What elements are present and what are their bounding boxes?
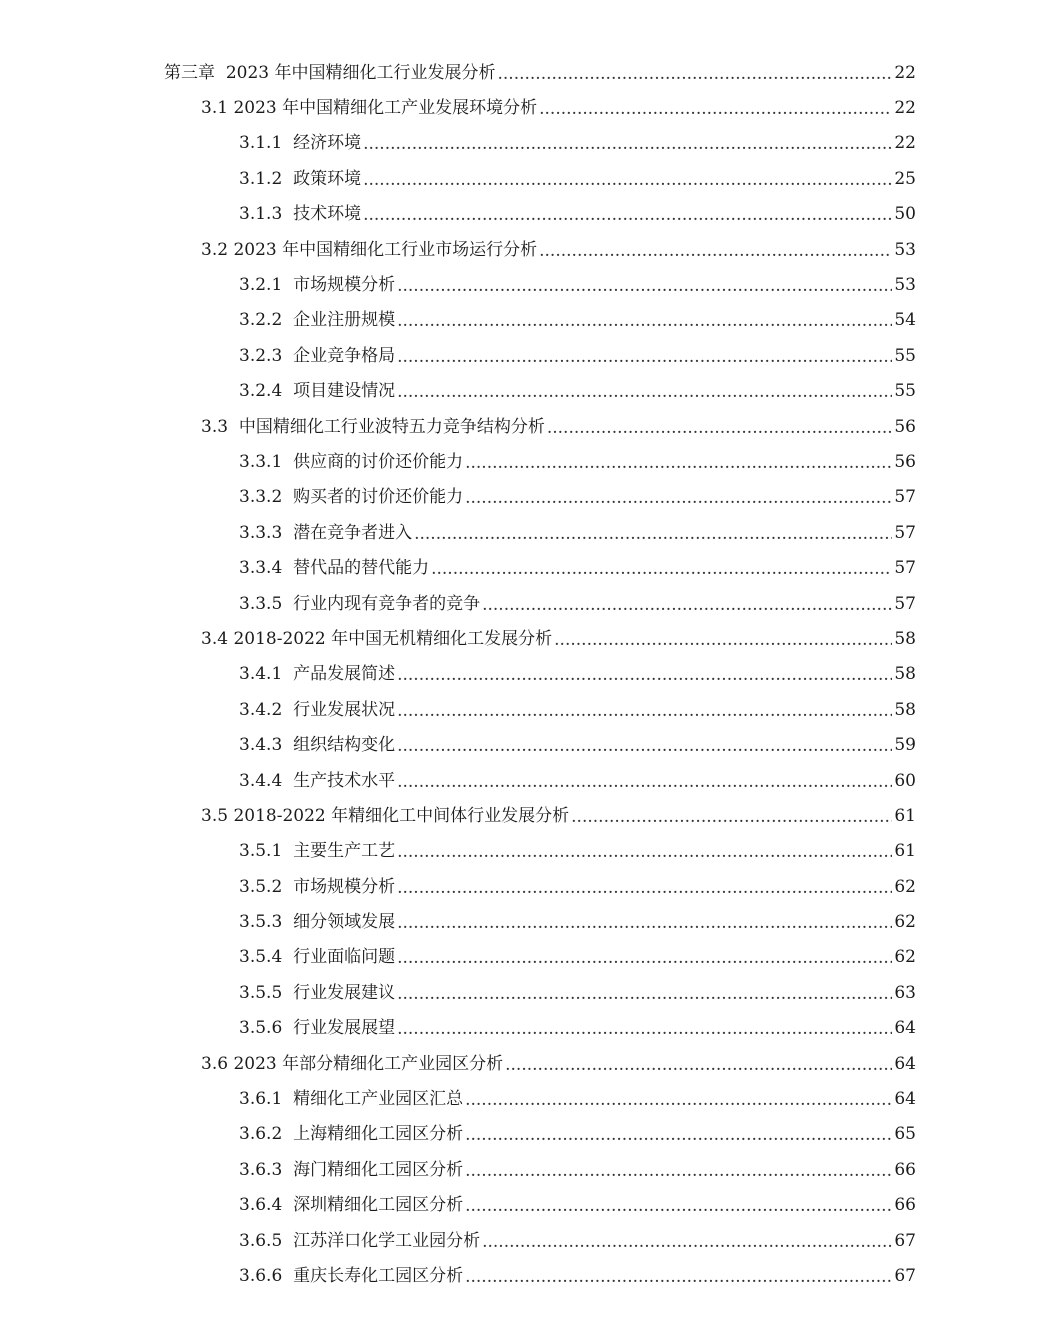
toc-page-number: 62 xyxy=(894,876,916,897)
toc-dot-leader xyxy=(571,807,892,827)
toc-dot-leader xyxy=(539,241,892,261)
toc-entry-number: 3.3.1 xyxy=(239,451,294,472)
toc-entry[interactable] xyxy=(0,727,1051,762)
toc-page-number: 58 xyxy=(894,664,916,685)
toc-entry[interactable] xyxy=(0,515,1051,550)
toc-entry-title: 技术环境 xyxy=(293,204,362,225)
toc-entry[interactable] xyxy=(0,1046,1051,1081)
toc-dot-leader xyxy=(465,1090,892,1110)
toc-dot-leader xyxy=(539,99,892,119)
toc-page-number: 64 xyxy=(894,1053,916,1074)
toc-entry-title: 2023 年中国精细化工行业市场运行分析 xyxy=(233,239,538,260)
toc-page-number: 57 xyxy=(894,487,916,508)
toc-page-number: 57 xyxy=(894,522,916,543)
toc-entry-title: 产品发展简述 xyxy=(293,664,396,685)
toc-entry-number: 3.1 xyxy=(201,98,234,119)
toc-page-number: 56 xyxy=(894,451,916,472)
toc-entry-title: 经济环境 xyxy=(293,133,362,154)
table-of-contents xyxy=(0,55,1051,1294)
toc-page-number: 53 xyxy=(894,239,916,260)
toc-entry-title: 江苏洋口化学工业园分析 xyxy=(293,1230,481,1251)
toc-entry-number: 3.6.1 xyxy=(239,1089,294,1110)
toc-entry-number: 3.4.2 xyxy=(239,699,294,720)
toc-entry-title: 2023 年部分精细化工产业园区分析 xyxy=(233,1053,504,1074)
toc-entry-number: 3.4.1 xyxy=(239,664,294,685)
toc-page-number: 55 xyxy=(894,345,916,366)
toc-entry-title: 供应商的讨价还价能力 xyxy=(293,451,464,472)
toc-page-number: 54 xyxy=(894,310,916,331)
toc-entry-number: 3.6.6 xyxy=(239,1265,294,1286)
toc-entry-title: 政策环境 xyxy=(293,168,362,189)
toc-dot-leader xyxy=(482,595,892,615)
toc-entry-title: 精细化工产业园区汇总 xyxy=(293,1089,464,1110)
toc-entry-title: 企业注册规模 xyxy=(293,310,396,331)
toc-entry-number: 3.6.2 xyxy=(239,1124,294,1145)
toc-page-number: 66 xyxy=(894,1195,916,1216)
toc-page-number: 57 xyxy=(894,558,916,579)
toc-page-number: 57 xyxy=(894,593,916,614)
toc-entry-title: 行业发展展望 xyxy=(293,1018,396,1039)
toc-entry[interactable] xyxy=(0,55,1051,90)
toc-entry-title: 组织结构变化 xyxy=(293,735,396,756)
toc-entry-title: 主要生产工艺 xyxy=(293,841,396,862)
toc-entry[interactable] xyxy=(0,126,1051,161)
toc-entry-title: 行业发展状况 xyxy=(293,699,396,720)
toc-entry-number: 3.1.3 xyxy=(239,204,294,225)
toc-entry-number: 3.4 xyxy=(201,628,234,649)
toc-dot-leader xyxy=(505,1055,892,1075)
toc-entry[interactable] xyxy=(0,1258,1051,1293)
toc-dot-leader xyxy=(465,1161,892,1181)
toc-dot-leader xyxy=(397,311,892,331)
toc-entry-number: 3.1.2 xyxy=(239,168,294,189)
toc-entry-number: 3.2 xyxy=(201,239,234,260)
toc-entry-title: 细分领域发展 xyxy=(293,912,396,933)
toc-entry-number: 3.4.3 xyxy=(239,735,294,756)
toc-entry-title: 2023 年中国精细化工行业发展分析 xyxy=(225,62,496,83)
toc-dot-leader xyxy=(397,842,892,862)
toc-page-number: 22 xyxy=(894,133,916,154)
toc-page-number: 63 xyxy=(894,982,916,1003)
toc-entry-title: 行业发展建议 xyxy=(293,982,396,1003)
toc-dot-leader xyxy=(397,736,892,756)
toc-page-number: 22 xyxy=(894,98,916,119)
toc-entry[interactable] xyxy=(0,303,1051,338)
toc-entry-title: 2018-2022 年中国无机精细化工发展分析 xyxy=(233,628,553,649)
toc-entry-number: 3.3.4 xyxy=(239,558,294,579)
toc-entry-number: 3.2.2 xyxy=(239,310,294,331)
toc-dot-leader xyxy=(482,1232,892,1252)
toc-page-number: 67 xyxy=(894,1230,916,1251)
toc-page-number: 65 xyxy=(894,1124,916,1145)
toc-entry-number: 3.1.1 xyxy=(239,133,294,154)
toc-entry-number: 3.5 xyxy=(201,805,234,826)
toc-dot-leader xyxy=(397,701,892,721)
toc-dot-leader xyxy=(397,948,892,968)
toc-entry[interactable] xyxy=(0,90,1051,125)
toc-entry-title: 市场规模分析 xyxy=(293,876,396,897)
toc-entry[interactable] xyxy=(0,409,1051,444)
toc-dot-leader xyxy=(363,170,892,190)
toc-entry-title: 行业面临问题 xyxy=(293,947,396,968)
toc-dot-leader xyxy=(397,382,892,402)
toc-entry[interactable] xyxy=(0,621,1051,656)
toc-dot-leader xyxy=(397,1019,892,1039)
toc-entry-title: 企业竞争格局 xyxy=(293,345,396,366)
toc-entry-number: 3.4.4 xyxy=(239,770,294,791)
toc-page-number: 58 xyxy=(894,628,916,649)
toc-page-number: 25 xyxy=(894,168,916,189)
toc-entry-number: 3.5.3 xyxy=(239,912,294,933)
toc-page-number: 60 xyxy=(894,770,916,791)
toc-entry[interactable] xyxy=(0,975,1051,1010)
toc-entry-number: 第三章 xyxy=(164,62,226,83)
toc-entry[interactable] xyxy=(0,940,1051,975)
toc-entry[interactable] xyxy=(0,267,1051,302)
toc-dot-leader xyxy=(397,913,892,933)
toc-page-number: 56 xyxy=(894,416,916,437)
toc-entry[interactable] xyxy=(0,1081,1051,1116)
toc-page-number: 59 xyxy=(894,735,916,756)
toc-entry-title: 重庆长寿化工园区分析 xyxy=(293,1265,464,1286)
toc-entry[interactable] xyxy=(0,550,1051,585)
toc-dot-leader xyxy=(397,772,892,792)
toc-entry-number: 3.3.2 xyxy=(239,487,294,508)
toc-entry[interactable] xyxy=(0,480,1051,515)
toc-dot-leader xyxy=(554,630,892,650)
toc-dot-leader xyxy=(397,347,892,367)
toc-entry[interactable] xyxy=(0,374,1051,409)
toc-page-number: 62 xyxy=(894,947,916,968)
toc-entry-title: 替代品的替代能力 xyxy=(293,558,430,579)
toc-page-number: 53 xyxy=(894,275,916,296)
toc-entry[interactable] xyxy=(0,869,1051,904)
toc-entry-title: 海门精细化工园区分析 xyxy=(293,1159,464,1180)
toc-dot-leader xyxy=(397,276,892,296)
toc-entry-number: 3.2.4 xyxy=(239,381,294,402)
toc-entry[interactable] xyxy=(0,1011,1051,1046)
toc-entry-title: 中国精细化工行业波特五力竞争结构分析 xyxy=(238,416,545,437)
toc-entry[interactable] xyxy=(0,197,1051,232)
toc-page-number: 67 xyxy=(894,1265,916,1286)
toc-entry-number: 3.5.2 xyxy=(239,876,294,897)
toc-dot-leader xyxy=(363,134,892,154)
toc-entry[interactable] xyxy=(0,1223,1051,1258)
toc-page-number: 66 xyxy=(894,1159,916,1180)
toc-dot-leader xyxy=(397,984,892,1004)
toc-page-number: 58 xyxy=(894,699,916,720)
toc-page-number: 61 xyxy=(894,805,916,826)
toc-entry-title: 项目建设情况 xyxy=(293,381,396,402)
toc-dot-leader xyxy=(397,665,892,685)
toc-entry-title: 市场规模分析 xyxy=(293,275,396,296)
toc-entry[interactable] xyxy=(0,692,1051,727)
toc-page-number: 64 xyxy=(894,1018,916,1039)
toc-dot-leader xyxy=(363,205,892,225)
toc-page-number: 50 xyxy=(894,204,916,225)
toc-dot-leader xyxy=(465,1196,892,1216)
toc-entry-number: 3.6.4 xyxy=(239,1195,294,1216)
toc-dot-leader xyxy=(414,524,892,544)
toc-entry[interactable] xyxy=(0,904,1051,939)
toc-dot-leader xyxy=(465,1125,892,1145)
toc-dot-leader xyxy=(497,64,892,84)
toc-entry-number: 3.2.3 xyxy=(239,345,294,366)
toc-dot-leader xyxy=(465,453,892,473)
toc-entry[interactable] xyxy=(0,834,1051,869)
toc-page-number: 22 xyxy=(894,62,916,83)
toc-entry[interactable] xyxy=(0,657,1051,692)
toc-page-number: 64 xyxy=(894,1089,916,1110)
toc-dot-leader xyxy=(465,1267,892,1287)
toc-entry[interactable] xyxy=(0,798,1051,833)
toc-entry[interactable] xyxy=(0,586,1051,621)
toc-entry[interactable] xyxy=(0,1152,1051,1187)
toc-entry-title: 上海精细化工园区分析 xyxy=(293,1124,464,1145)
toc-entry[interactable] xyxy=(0,763,1051,798)
toc-entry-number: 3.5.1 xyxy=(239,841,294,862)
toc-entry[interactable] xyxy=(0,232,1051,267)
toc-dot-leader xyxy=(465,488,892,508)
toc-page-number: 61 xyxy=(894,841,916,862)
toc-entry[interactable] xyxy=(0,444,1051,479)
toc-entry-number: 3.6 xyxy=(201,1053,234,1074)
toc-entry[interactable] xyxy=(0,161,1051,196)
toc-entry-number: 3.2.1 xyxy=(239,275,294,296)
toc-dot-leader xyxy=(547,418,892,438)
toc-entry[interactable] xyxy=(0,1188,1051,1223)
toc-entry-number: 3.3.3 xyxy=(239,522,294,543)
toc-entry-title: 2018-2022 年精细化工中间体行业发展分析 xyxy=(233,805,570,826)
toc-page-number: 55 xyxy=(894,381,916,402)
toc-entry-title: 2023 年中国精细化工产业发展环境分析 xyxy=(233,98,538,119)
toc-entry-number: 3.6.5 xyxy=(239,1230,294,1251)
toc-entry-title: 行业内现有竞争者的竞争 xyxy=(293,593,481,614)
toc-dot-leader xyxy=(431,559,892,579)
toc-entry-title: 生产技术水平 xyxy=(293,770,396,791)
toc-entry-title: 购买者的讨价还价能力 xyxy=(293,487,464,508)
toc-entry-number: 3.6.3 xyxy=(239,1159,294,1180)
toc-entry-number: 3.3 xyxy=(201,416,239,437)
toc-entry[interactable] xyxy=(0,338,1051,373)
toc-entry-number: 3.5.5 xyxy=(239,982,294,1003)
toc-entry-title: 深圳精细化工园区分析 xyxy=(293,1195,464,1216)
toc-entry-number: 3.3.5 xyxy=(239,593,294,614)
toc-page-number: 62 xyxy=(894,912,916,933)
toc-entry-title: 潜在竞争者进入 xyxy=(293,522,413,543)
toc-entry-number: 3.5.4 xyxy=(239,947,294,968)
toc-entry[interactable] xyxy=(0,1117,1051,1152)
toc-dot-leader xyxy=(397,878,892,898)
toc-entry-number: 3.5.6 xyxy=(239,1018,294,1039)
